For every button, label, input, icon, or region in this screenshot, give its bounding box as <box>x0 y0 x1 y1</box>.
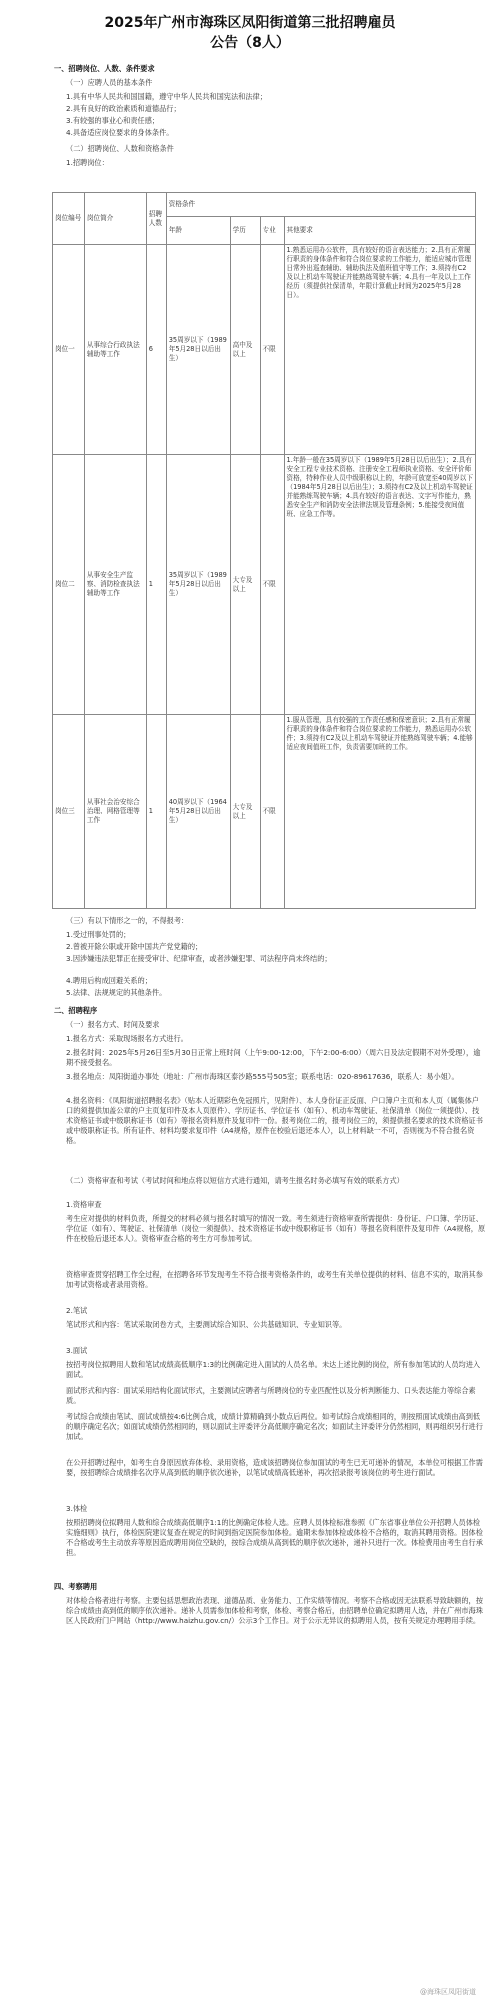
header-type: 岗位简介 <box>84 193 146 245</box>
header-post: 岗位编号 <box>53 193 85 245</box>
interview-heading: 3.面试 <box>66 1346 88 1355</box>
row1-type: 从事综合行政执法辅助等工作 <box>84 245 146 455</box>
row3-count: 1 <box>146 715 166 909</box>
registration-method: 1.报名方式：采取现场报名方式进行。 <box>66 1034 188 1043</box>
row1-other: 1.熟悉运用办公软件，具有较好的语言表达能力；2.具有正常履行职责的身体条件和符合岗位要求的工作能力，能适应城市管理日常外出巡查辅助、辅助执法及值班值守等工作；3.须持有C2及以上机动车驾驶证并能熟练驾驶车辆；4.具有一年及以上工作经历（须提供社保清单，年限计算截止时间为2025年5月28日）。 <box>284 245 476 455</box>
exclusion-3: 3.因涉嫌违法犯罪正在接受审计、纪律审查，或者涉嫌犯罪、司法程序尚未终结的； <box>66 954 332 963</box>
medical-exam-heading: 3.体检 <box>66 1504 88 1513</box>
written-test-heading: 2.笔试 <box>66 1306 88 1315</box>
header-qualifications: 资格条件 <box>166 193 475 217</box>
row2-type: 从事安全生产监察、消防检查执法辅助等工作 <box>84 455 146 715</box>
written-test-text: 笔试形式和内容：笔试采取闭卷方式，主要测试综合知识、公共基础知识、专业知识等。 <box>66 1320 347 1329</box>
row2-other: 1.年龄一般在35周岁以下（1989年5月28日以后出生）；2.具有安全工程专业技术资格、注册安全工程师执业资格、安全评价师资格，特种作业人员中级职称以上的，年龄可放宽至40周岁以下（1984年5月28日以后出生）；3.须持有C2及以上机动车驾驶证并能熟练驾驶车辆；4.具有较好的语言表达、文字写作能力，熟悉安全生产和消防安全法律法规及管理条例；5.能接受夜间值班、应急工作等。 <box>284 455 476 715</box>
replacement-rule: 在公开招聘过程中，如考生自身原因放弃体检、录用资格，造成该招聘岗位参加面试的考生已无可递补的情况，本单位可根据工作需要，按招聘综合成绩排名次序从高到低的顺序依次递补，以笔试成绩高低递补，再次招录报考该岗位的考生进行面试。 <box>66 1458 483 1477</box>
header-age: 年龄 <box>166 217 230 245</box>
row1-major: 不限 <box>260 245 284 455</box>
registration-time: 2.报名时间：2025年5月26日至5月30日正常上班时间（上午9:00-12:00，下午2:00-6:00）（周六日及法定假期不对外受理），逾期不接受报名。 <box>66 1048 481 1067</box>
interview-format: 面试形式和内容：面试采用结构化面试形式，主要测试应聘者与所聘岗位的专业匹配性以及分析判断能力、口头表达能力等综合素质。 <box>66 1386 476 1405</box>
exclusions-heading: （三）有以下情形之一的，不得报考： <box>66 916 189 925</box>
row1-post: 岗位一 <box>53 245 85 455</box>
registration-materials: 4.报名资料：《凤阳街道招聘报名表》（贴本人近期彩色免冠照片，见附件）、本人身份证正反面、户口簿户主页和本人页（属集体户口的须提供加盖公章的户主页复印件及本人页原件）、学历证书、学位证书（如有）、机动车驾驶证、社保清单（岗位一须提供）、技术资格证书或中级职称证书（如有）等报名资料原件及复印件一份。报考岗位二的，报考岗位三的，须提供报名要求的技术资格证书或中级职称证书。所有证件、材料均要求复印件（A4规格，原件在校验后退还本人），以上材料缺一不可，否则视为不符合报名资格。 <box>66 1096 483 1145</box>
header-count: 招聘人数 <box>146 193 166 245</box>
registration-heading: （一）报名方式、时间及要求 <box>66 1020 160 1029</box>
section-1-heading: 一、招聘岗位、人数、条件要求 <box>54 64 155 73</box>
exclusion-5: 5.法律、法规规定的其他条件。 <box>66 988 167 997</box>
positions-label: 1.招聘岗位： <box>66 158 109 167</box>
table-row <box>53 245 476 455</box>
qualification-review-note: 资格审查贯穿招聘工作全过程，在招聘各环节发现考生不符合报考资格条件的，或考生有关单位提供的材料、信息不实的，取消其参加考试资格或者录用资格。 <box>66 1270 483 1289</box>
exclusion-1: 1.受过刑事处罚的； <box>66 930 131 939</box>
row3-education: 大专及以上 <box>230 715 260 909</box>
watermark: @海珠区凤阳街道 <box>420 1988 476 1996</box>
basic-condition-4: 4.具备适应岗位要求的身体条件。 <box>66 128 174 137</box>
table-row <box>53 455 476 715</box>
section-2-heading: 二、招聘程序 <box>54 1006 98 1015</box>
header-major: 专业 <box>260 217 284 245</box>
row3-other: 1.服从管理，具有较强的工作责任感和保密意识；2.具有正常履行职责的身体条件和符合岗位要求的工作能力，熟悉运用办公软件；3.须持有C2及以上机动车驾驶证并能熟练驾驶车辆；4.能够适应夜间值班工作，负责需要加班的工作。 <box>284 715 476 909</box>
registration-place: 3.报名地点：凤阳街道办事处（地址：广州市海珠区泰沙路555号505室；联系电话：020-89617636，联系人：易小姐）。 <box>66 1072 459 1081</box>
row2-count: 1 <box>146 455 166 715</box>
score-composition: 考试综合成绩由笔试、面试成绩按4:6比例合成，成绩计算精确到小数点后两位。如考试综合成绩相同的，则按照面试成绩由高到低的顺序确定名次；如面试成绩仍然相同的，则以面试主评委评分高低顺序确定名次；如面试主评委评分仍然相同，则再组织另行进行加试。 <box>66 1412 483 1441</box>
basic-condition-1: 1.具有中华人民共和国国籍，遵守中华人民共和国宪法和法律； <box>66 92 267 101</box>
notice-title-line1: 2025年广州市海珠区凤阳街道第三批招聘雇员 <box>104 15 396 31</box>
basic-condition-3: 3.有较强的事业心和责任感； <box>66 116 160 125</box>
exclusion-4: 4.聘用后构成回避关系的； <box>66 976 152 985</box>
row1-age: 35周岁以下（1989年5月28日以后出生） <box>166 245 230 455</box>
notice-title-line2: 公告（8人） <box>210 35 290 51</box>
row1-count: 6 <box>146 245 166 455</box>
row2-age: 35周岁以下（1989年5月28日以后出生） <box>166 455 230 715</box>
row2-major: 不限 <box>260 455 284 715</box>
row3-type: 从事社会治安综合治理、网格管理等工作 <box>84 715 146 909</box>
subsection-positions-heading: （二）招聘岗位、人数和资格条件 <box>66 144 174 153</box>
row3-age: 40周岁以下（1964年5月28日以后出生） <box>166 715 230 909</box>
exclusion-2: 2.曾被开除公职或开除中国共产党党籍的； <box>66 942 203 951</box>
header-other: 其他要求 <box>284 217 476 245</box>
row2-education: 大专及以上 <box>230 455 260 715</box>
qualification-review-heading: 1.资格审查 <box>66 1200 102 1209</box>
interview-ratio: 按招考岗位拟聘用人数和笔试成绩高低顺序1:3的比例确定进入面试的人员名单。未达上述比例的岗位，所有参加笔试的人员均进入面试。 <box>66 1360 481 1379</box>
table-row <box>53 715 476 909</box>
subsection-basic-heading: （一）应聘人员的基本条件 <box>66 78 153 87</box>
row1-education: 高中及以上 <box>230 245 260 455</box>
assessment-text: 对体检合格者进行考察。主要包括思想政治表现、道德品质、业务能力、工作实绩等情况。考察不合格或因无法联系导致缺额的，按综合成绩由高到低的顺序依次递补。递补人员需参加体检和考察，体检、考察合格后，由招聘单位确定拟聘用人选，并在广州市海珠区人民政府门户网站（http://www.haizhu.gov.cn/）公示3个工作日。对于公示无异议的拟聘用人员，按有关规定办理聘用手续。 <box>66 1596 483 1625</box>
header-education: 学历 <box>230 217 260 245</box>
row2-post: 岗位二 <box>53 455 85 715</box>
medical-exam-text: 按照招聘岗位拟聘用人数和综合成绩高低顺序1:1的比例确定体检人选。应聘人员体检标准参照《广东省事业单位公开招聘人员体检实施细则》执行，体检医院建议复查在规定的时间到指定医院参加体检。逾期未参加体检或体检不合格的，取消其聘用资格。因体检不合格或考生主动放弃等原因造成聘用岗位空缺的，按综合成绩从高到低的顺序依次递补，递补只进行一次。体检费用由考生自行承担。 <box>66 1518 483 1557</box>
row3-post: 岗位三 <box>53 715 85 909</box>
section-4-heading: 四、考察聘用 <box>54 1582 98 1591</box>
basic-condition-2: 2.具有良好的政治素质和道德品行； <box>66 104 181 113</box>
review-heading: （二）资格审查和考试（考试时间和地点将以短信方式进行通知，请考生报名时务必填写有效的联系方式） <box>66 1176 404 1185</box>
positions-table <box>52 192 476 909</box>
row3-major: 不限 <box>260 715 284 909</box>
qualification-review-text: 考生应对提供的材料负责，所提交的材料必须与报名时填写的情况一致。考生须进行资格审查所需提供：身份证、户口簿、学历证、学位证（如有）、驾驶证、社保清单（岗位一须提供）、技术资格证书或中级职称证书（如有）等报名资料原件及复印件（A4规格，原件在校验后退还本人）。资格审查合格的考生方可参加考试。 <box>66 1214 486 1243</box>
